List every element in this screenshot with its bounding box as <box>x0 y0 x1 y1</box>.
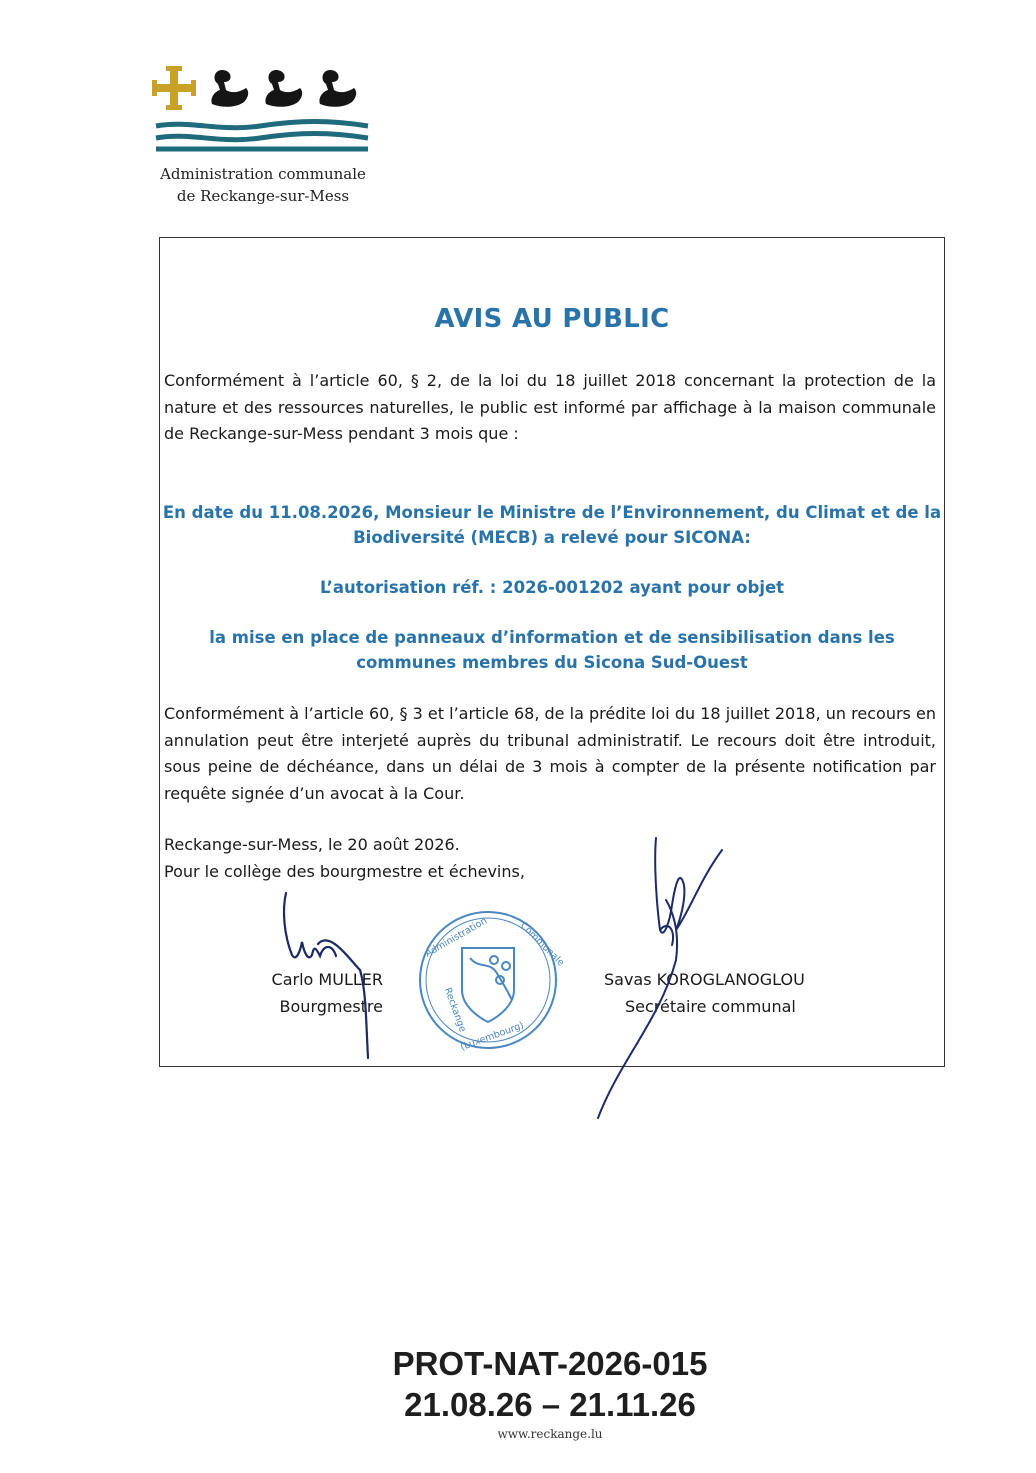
decision-statement: En date du 11.08.2026, Monsieur le Ministre de l’Environnement, du Climat et de la Biodiversité (MECB) a relevé pour SICONA: <box>162 503 942 547</box>
display-period: 21.08.26 – 21.11.26 <box>404 1386 696 1423</box>
closing-block <box>164 832 525 885</box>
authorization-reference: L’autorisation réf. : 2026-001202 ayant pour objet <box>319 578 785 597</box>
svg-text:Administration: Administration <box>423 915 490 960</box>
svg-text:Reckange: Reckange <box>441 986 469 1034</box>
authorization-object: la mise en place de panneaux d’information et de sensibilisation dans les communes membres du Sicona Sud-Ouest <box>209 628 895 672</box>
website-link[interactable]: www.reckange.lu <box>497 1427 603 1441</box>
municipal-logo <box>150 62 378 158</box>
notice-title: AVIS AU PUBLIC <box>434 304 670 334</box>
mayor-name: Carlo MULLER <box>271 970 383 989</box>
appeal-paragraph: Conformément à l’article 60, § 3 et l’article 68, de la prédite loi du 18 juillet 2018, un recours en annulation peut être interjeté auprès du tribunal administratif. Le recours doit être introduit, sous peine de déchéance, dans un délai de 3 mois à compter de la présente notification par requête signée d’un avocat à la Cour. <box>164 704 936 803</box>
college-line: Pour le collège des bourgmestre et échevins, <box>164 861 525 881</box>
notice-frame <box>159 237 945 1067</box>
mayor-role: Bourgmestre <box>279 997 383 1016</box>
organization-name <box>148 163 378 207</box>
svg-text:Communale: Communale <box>517 920 567 969</box>
protocol-reference: PROT-NAT-2026-015 <box>392 1345 708 1382</box>
intro-paragraph: Conformément à l’article 60, § 2, de la loi du 18 juillet 2018 concernant la protection de la nature et des ressources naturelles, le public est informé par affichage à la maison communale de Reckange-sur-Mess pendant 3 mois que : <box>164 371 936 443</box>
secretary-name: Savas KOROGLANOGLOU <box>604 970 805 989</box>
mayor-signature-block <box>258 966 383 1020</box>
org-name-line2: de Reckange-sur-Mess <box>176 187 350 205</box>
secretary-role: Secrétaire communal <box>625 997 796 1016</box>
org-name-line1: Administration communale <box>160 165 366 183</box>
secretary-signature-block <box>604 966 805 1020</box>
svg-text:(Luxembourg): (Luxembourg) <box>459 1019 526 1054</box>
place-date: Reckange-sur-Mess, le 20 août 2026. <box>164 835 460 854</box>
municipal-coat-of-arms-icon <box>150 62 378 158</box>
